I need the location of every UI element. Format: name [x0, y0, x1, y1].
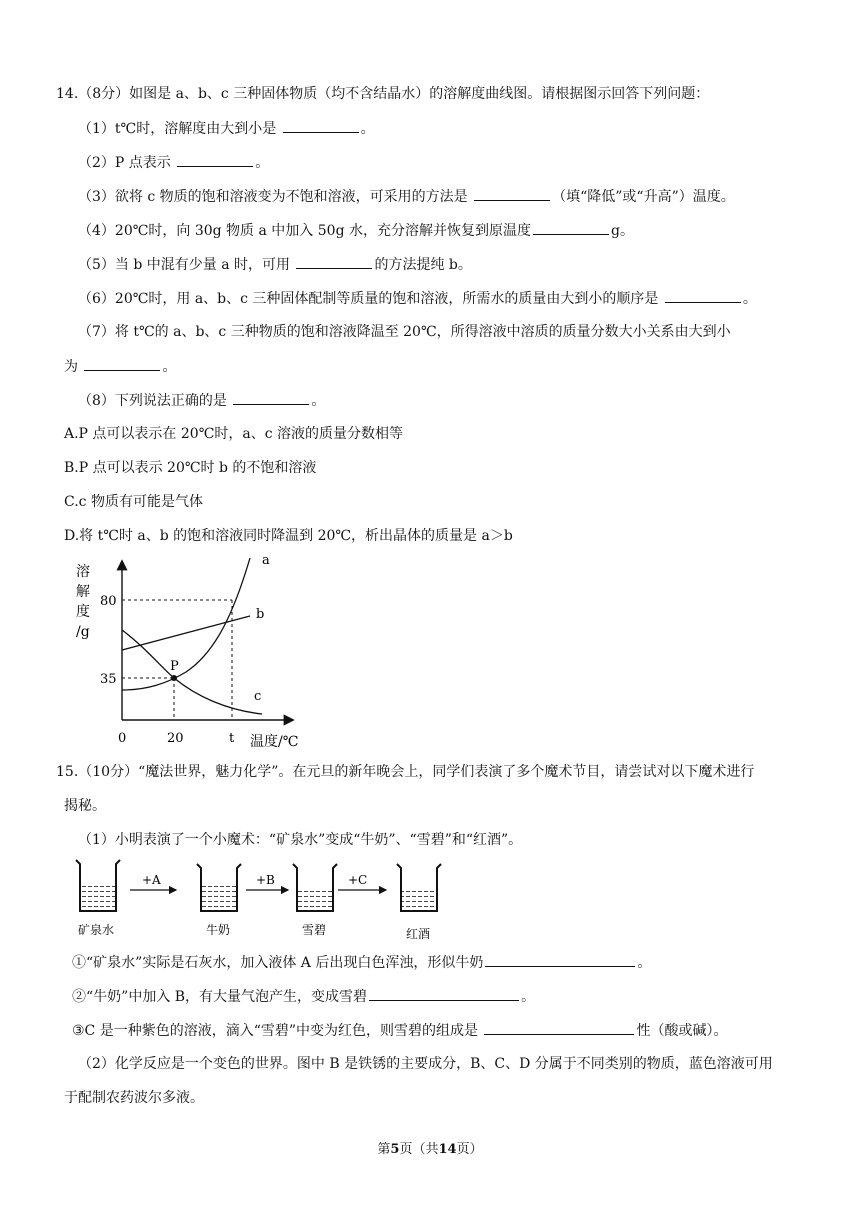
q15-step2	[72, 986, 535, 1007]
q14-part1	[78, 118, 375, 139]
text: （5）当 b 中混有少量 a 时，可用	[78, 257, 295, 273]
curve-label-b: b	[256, 607, 265, 622]
text: ①“矿泉水”实际是石灰水，加入液体 A 后出现白色浑浊，形似牛奶	[72, 955, 484, 971]
q15-part2-cont: 于配制农药波尔多液。	[64, 1090, 204, 1106]
answer-blank[interactable]	[283, 118, 359, 133]
answer-blank[interactable]	[233, 390, 309, 405]
page-footer	[0, 1138, 860, 1157]
curve-label-a: a	[262, 553, 270, 568]
text: 为	[64, 359, 83, 375]
beaker-label-4: 红酒	[406, 927, 431, 941]
text: 。	[162, 359, 177, 375]
solubility-graph	[66, 548, 316, 753]
text: 页）	[456, 1142, 483, 1157]
ylabel-4: /g	[76, 624, 90, 640]
origin-label: 0	[118, 731, 127, 746]
text: 的方法提纯 b。	[374, 257, 472, 273]
page-number: 5	[390, 1142, 400, 1157]
ytick-80: 80	[100, 594, 117, 609]
ylabel-1: 溶	[76, 564, 90, 580]
beaker-1	[76, 860, 120, 911]
option-b: B.P 点可以表示 20℃时 b 的不饱和溶液	[64, 460, 317, 476]
text: g。	[610, 223, 634, 239]
answer-blank[interactable]	[533, 220, 609, 235]
q14-part2	[78, 152, 269, 173]
option-d: D.将 t℃时 a、b 的饱和溶液同时降温到 20℃，析出晶体的质量是 a＞b	[64, 528, 513, 544]
arrow-label-b: +B	[256, 873, 275, 887]
q14-part8	[78, 390, 325, 411]
answer-blank[interactable]	[484, 1020, 634, 1035]
q14-stem: 14.（8分）如图是 a、b、c 三种固体物质（均不含结晶水）的溶解度曲线图。请根据图示回答下列问题：	[56, 86, 710, 102]
curve-a	[122, 558, 250, 690]
q15-stem: 15.（10分）“魔法世界，魅力化学”。在元旦的新年晚会上，同学们表演了多个魔术节目，请尝试对以下魔术进行	[56, 764, 755, 780]
answer-blank[interactable]	[485, 952, 635, 967]
answer-blank[interactable]	[177, 152, 253, 167]
q15-step3	[72, 1020, 727, 1041]
text: （1）t℃时，溶解度由大到小是	[78, 121, 281, 137]
text: ②“牛奶”中加入 B，有大量气泡产生，变成雪碧	[72, 989, 368, 1005]
ylabel-2: 解	[76, 584, 90, 600]
text: 页（共	[399, 1142, 439, 1157]
option-c: C.c 物质有可能是气体	[64, 494, 203, 510]
q14-part3	[78, 186, 735, 207]
xtick-20: 20	[167, 731, 184, 746]
beaker-label-3: 雪碧	[302, 923, 327, 937]
q14-part5	[78, 254, 472, 275]
answer-blank[interactable]	[369, 986, 519, 1001]
arrow-label-c: +C	[348, 873, 368, 887]
option-a: A.P 点可以表示在 20℃时，a、c 溶液的质量分数相等	[64, 426, 403, 442]
text: （4）20℃时，向 30g 物质 a 中加入 50g 水，充分溶解并恢复到原温度	[78, 223, 531, 239]
text: （6）20℃时，用 a、b、c 三种固体配制等质量的饱和溶液，所需水的质量由大到小的顺序是	[78, 291, 663, 307]
text: 。	[521, 989, 536, 1005]
arrow-label-a: +A	[142, 873, 161, 887]
text: 性（酸或碱）。	[636, 1023, 728, 1039]
text: 。	[637, 955, 652, 971]
q14-part4	[78, 220, 634, 241]
text: 。	[311, 393, 326, 409]
text: （填“降低”或“升高”）温度。	[552, 189, 735, 205]
answer-blank[interactable]	[296, 254, 372, 269]
beaker-3	[293, 864, 337, 911]
beaker-2	[197, 864, 241, 911]
curve-c	[122, 630, 262, 714]
page-total: 14	[438, 1142, 457, 1157]
beaker-diagram	[70, 854, 460, 944]
q15-part1: （1）小明表演了一个小魔术：“矿泉水”变成“牛奶”、“雪碧”和“红酒”。	[78, 832, 523, 848]
curve-b	[122, 616, 250, 650]
answer-blank[interactable]	[665, 288, 741, 303]
xlabel: 温度/℃	[250, 734, 299, 750]
q15-stem-cont: 揭秘。	[64, 798, 106, 814]
text: （3）欲将 c 物质的饱和溶液变为不饱和溶液，可采用的方法是	[78, 189, 473, 205]
ytick-35: 35	[100, 672, 117, 687]
text: （8）下列说法正确的是	[78, 393, 232, 409]
text: 第	[377, 1142, 391, 1157]
beaker-4	[397, 864, 441, 911]
beaker-label-1: 矿泉水	[78, 923, 115, 937]
text: 。	[255, 155, 270, 171]
text: ③C 是一种紫色的溶液，滴入“雪碧”中变为红色，则雪碧的组成是	[72, 1023, 483, 1039]
text: （2）P 点表示	[78, 155, 176, 171]
xtick-t: t	[229, 731, 235, 746]
text: 。	[742, 291, 757, 307]
q14-part6	[78, 288, 757, 309]
text: 。	[360, 121, 375, 137]
beaker-label-2: 牛奶	[206, 923, 231, 937]
point-p	[171, 675, 177, 681]
q15-step1	[72, 952, 651, 973]
ylabel-3: 度	[76, 604, 90, 620]
curve-label-c: c	[254, 689, 262, 704]
q14-part7-cont	[64, 356, 176, 377]
q15-part2: （2）化学反应是一个变色的世界。图中 B 是铁锈的主要成分，B、C、D 分属于不同类别的物质，蓝色溶液可用	[78, 1056, 773, 1072]
q14-part7: （7）将 t℃的 a、b、c 三种物质的饱和溶液降温至 20℃，所得溶液中溶质的质量分数大小关系由大到小	[78, 324, 731, 340]
answer-blank[interactable]	[474, 186, 550, 201]
point-p-label: P	[170, 659, 179, 674]
answer-blank[interactable]	[84, 356, 160, 371]
